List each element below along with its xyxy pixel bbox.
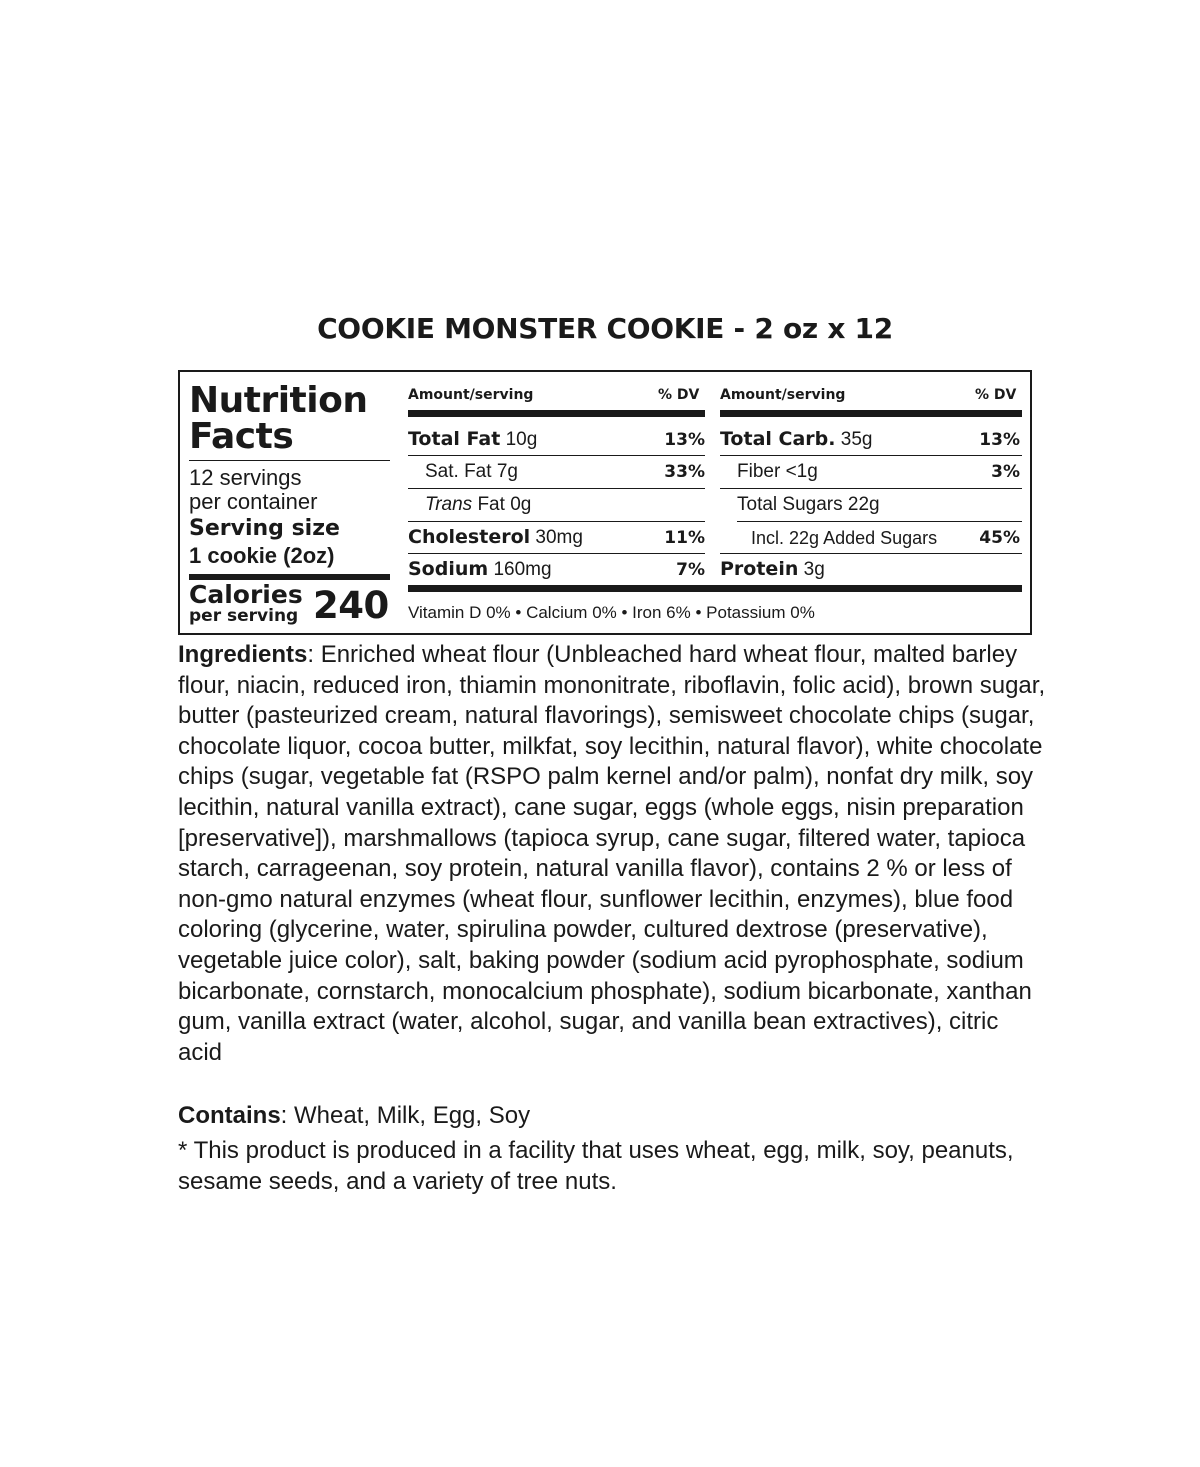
fiber-label: Fiber [737,461,781,482]
total-fat-row [408,428,537,451]
column-header-amount-left: Amount/serving [408,387,534,403]
column-header-dv-left: % DV [658,387,700,403]
servings-per-container-line1: 12 servings [189,465,302,490]
contains-text: : Wheat, Milk, Egg, Soy [280,1102,531,1129]
divider [408,488,705,489]
allergens-paragraph [178,1101,1048,1132]
contains-label: Contains [178,1102,281,1129]
thick-divider [408,585,1022,592]
trans-fat-row [425,494,531,516]
serving-size-value: 1 cookie (2oz) [189,543,335,568]
calories-per-serving-label: per serving [189,606,299,626]
added-sugars-dv: 45% [979,528,1020,548]
total-fat-amount: 10g [505,429,538,450]
nutrition-facts-panel [178,370,1032,635]
divider [720,455,1022,456]
fiber-row [737,461,818,483]
total-carb-row [720,428,872,451]
total-fat-label: Total Fat [408,428,501,450]
nutrition-facts-heading-line2: Facts [189,416,294,457]
sodium-label: Sodium [408,558,489,580]
fiber-amount: <1g [785,461,818,482]
added-sugars-prefix: Incl. [751,528,785,548]
total-carb-dv: 13% [979,430,1020,450]
nutrition-facts-heading-line1: Nutrition [189,380,368,421]
fiber-dv: 3% [991,462,1020,482]
cholesterol-label: Cholesterol [408,526,531,548]
column-header-amount-right: Amount/serving [720,387,846,403]
sodium-dv: 7% [676,560,705,580]
protein-amount: 3g [803,559,825,580]
serving-size-label: Serving size [189,516,340,541]
thick-divider [408,410,705,417]
total-sugars-amount: 22g [847,494,880,515]
divider [189,460,390,461]
sodium-row [408,558,552,581]
total-carb-label: Total Carb. [720,428,836,450]
divider [408,521,705,522]
column-header-dv-right: % DV [975,387,1017,403]
trans-fat-amount: 0g [510,494,532,515]
calories-value: 240 [313,584,389,627]
protein-row [720,558,825,581]
vitamins-minerals-line: Vitamin D 0% • Calcium 0% • Iron 6% • Potassium 0% [408,603,815,622]
calories-label: Calories [189,580,303,609]
divider [720,488,1022,489]
added-sugars-row [751,527,937,549]
cholesterol-row [408,526,583,549]
divider [737,521,1022,522]
added-sugars-text: 22g Added Sugars [789,528,938,548]
trans-fat-label: Fat [477,494,505,515]
total-fat-dv: 13% [664,430,705,450]
cholesterol-amount: 30mg [535,527,583,548]
total-carb-amount: 35g [840,429,873,450]
trans-fat-label-italic: Trans [425,494,473,515]
facility-note: * This product is produced in a facility that uses wheat, egg, milk, soy, peanuts, sesame seeds, and a variety of tree nuts. [178,1137,1014,1195]
cholesterol-dv: 11% [664,528,705,548]
total-sugars-label: Total Sugars [737,494,843,515]
sat-fat-amount: 7g [496,461,518,482]
divider [408,455,705,456]
ingredients-label: Ingredients [178,641,308,668]
sat-fat-dv: 33% [664,462,705,482]
total-sugars-row [737,494,880,516]
servings-per-container-line2: per container [189,489,318,514]
ingredients-paragraph [178,640,1048,1068]
thick-divider [720,410,1022,417]
sat-fat-label: Sat. Fat [425,461,492,482]
sodium-amount: 160mg [493,559,552,580]
ingredients-text: : Enriched wheat flour (Unbleached hard wheat flour, malted barley flour, niacin, reduced iron, thiamin mononitrate, riboflavin, folic acid), brown sugar, butter (pasteurized cream, natural flavorings), semisweet chocolate chips (sugar, chocolate liquor, cocoa butter, milkfat, soy lecithin, natural flavor), white chocolate chips (sugar, vegetable fat (RSPO palm kernel and/or palm), nonfat dry milk, soy lecithin, natural vanilla extract), cane sugar, eggs (whole eggs, nisin preparation [preservative]), marshmallows (tapioca syrup, cane sugar, filtered water, tapioca starch, carrageenan, soy protein, natural vanilla flavor), contains 2 % or less of non-gmo natural enzymes (wheat flour, sunflower lecithin, enzymes), blue food coloring (glycerine, water, spirulina powder, cultured dextrose (preservative), vegetable juice color), salt, baking powder (sodium acid pyrophosphate, sodium bicarbonate, cornstarch, monocalcium phosphate), sodium bicarbonate, xanthan gum, vanilla extract (water, alcohol, sugar, and vanilla bean extractives), citric acid [178,641,1046,1066]
product-title: COOKIE MONSTER COOKIE - 2 oz x 12 [317,312,893,345]
protein-label: Protein [720,558,799,580]
divider [408,553,705,554]
divider [720,553,1022,554]
sat-fat-row [425,461,518,483]
